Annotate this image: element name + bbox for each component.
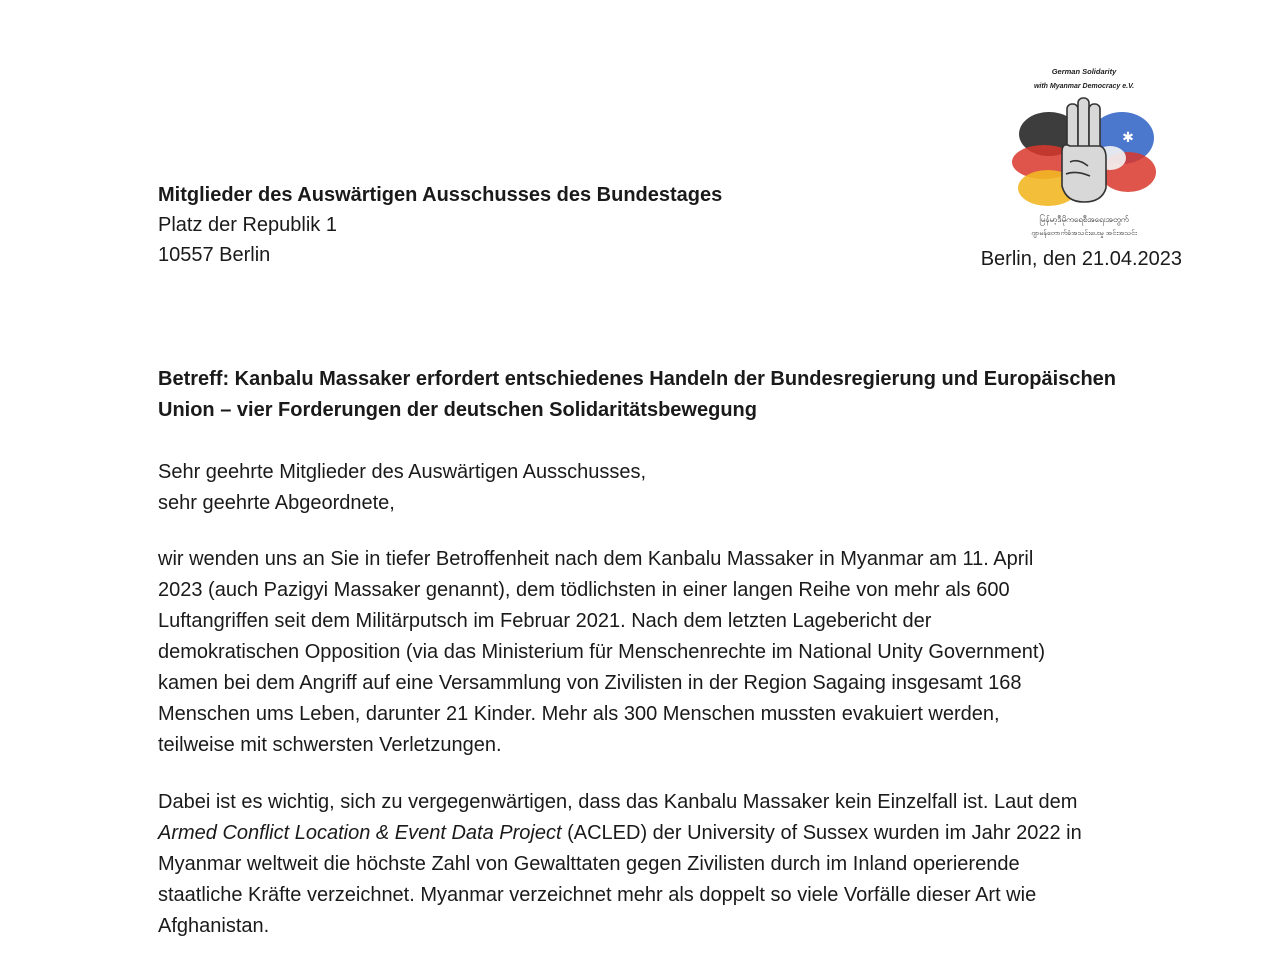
salutation-line-1: Sehr geehrte Mitglieder des Auswärtigen Ausschusses, [158,461,647,483]
paragraph-line: Afghanistan. [158,915,270,937]
salutation-line-2: sehr geehrte Abgeordnete, [158,492,395,514]
paragraph-line [158,818,1133,849]
paragraph-line: Dabei ist es wichtig, sich zu vergegenwärtigen, dass das Kanbalu Massaker kein Einzelfall ist. Laut dem [158,791,1078,813]
organization-logo [1004,62,1164,242]
logo-top-text: German Solidarity [1051,67,1117,76]
logo-top-text2: with Myanmar Democracy e.V. [1033,83,1135,90]
svg-text:✱: ✱ [1122,129,1134,145]
paragraph-line: staatliche Kräfte verzeichnet. Myanmar verzeichnet mehr als doppelt so viele Vorfälle dieser Art wie [158,884,1037,906]
recipient-address [158,180,722,270]
salutation [158,457,646,519]
subject-line [158,364,1118,426]
letter-date: Berlin, den 21.04.2023 [980,248,1182,270]
recipient-street: Platz der Republik 1 [158,214,337,236]
acled-project-name: Armed Conflict Location & Event Data Project [158,822,562,844]
paragraph-line-rest: (ACLED) der University of Sussex wurden im Jahr 2022 in [561,822,1082,844]
paragraph-line: Myanmar weltweit die höchste Zahl von Gewalttaten gegen Zivilisten durch im Inland operierende [158,853,1020,875]
recipient-name: Mitglieder des Auswärtigen Ausschusses des Bundestages [158,184,723,206]
three-finger-salute-icon [1062,98,1106,202]
paragraph-line: teilweise mit schwersten Verletzungen. [158,734,502,756]
subject-line-1: Betreff: Kanbalu Massaker erfordert entschiedenes Handeln der Bundesregierung und Europäischen [158,368,1116,390]
logo-graphic [1004,62,1164,242]
body-paragraph-1 [158,544,1133,761]
paragraph-line: Menschen ums Leben, darunter 21 Kinder. Mehr als 300 Menschen mussten evakuiert werden, [158,703,1000,725]
logo-bottom-text2: ဂျာမန်တောက်ခံအသင်းပေးမှု အင်းအသင်း [1031,229,1137,237]
logo-bottom-text: မြန်မာ့ဒီမိုကရေစီအရေးအတွက် [1039,215,1129,224]
recipient-city: 10557 Berlin [158,244,271,266]
paragraph-line: 2023 (auch Pazigyi Massaker genannt), dem tödlichsten in einer langen Reihe von mehr als 600 [158,579,1010,601]
paragraph-line: wir wenden uns an Sie in tiefer Betroffenheit nach dem Kanbalu Massaker in Myanmar am 11. April [158,548,1034,570]
body-paragraph-2 [158,787,1133,942]
paragraph-line: Luftangriffen seit dem Militärputsch im Februar 2021. Nach dem letzten Lagebericht der [158,610,932,632]
paragraph-line: kamen bei dem Angriff auf eine Versammlung von Zivilisten in der Region Sagaing insgesamt 168 [158,672,1022,694]
paragraph-line: demokratischen Opposition (via das Ministerium für Menschenrechte im National Unity Government) [158,641,1046,663]
subject-line-2: Union – vier Forderungen der deutschen Solidaritätsbewegung [158,399,757,421]
